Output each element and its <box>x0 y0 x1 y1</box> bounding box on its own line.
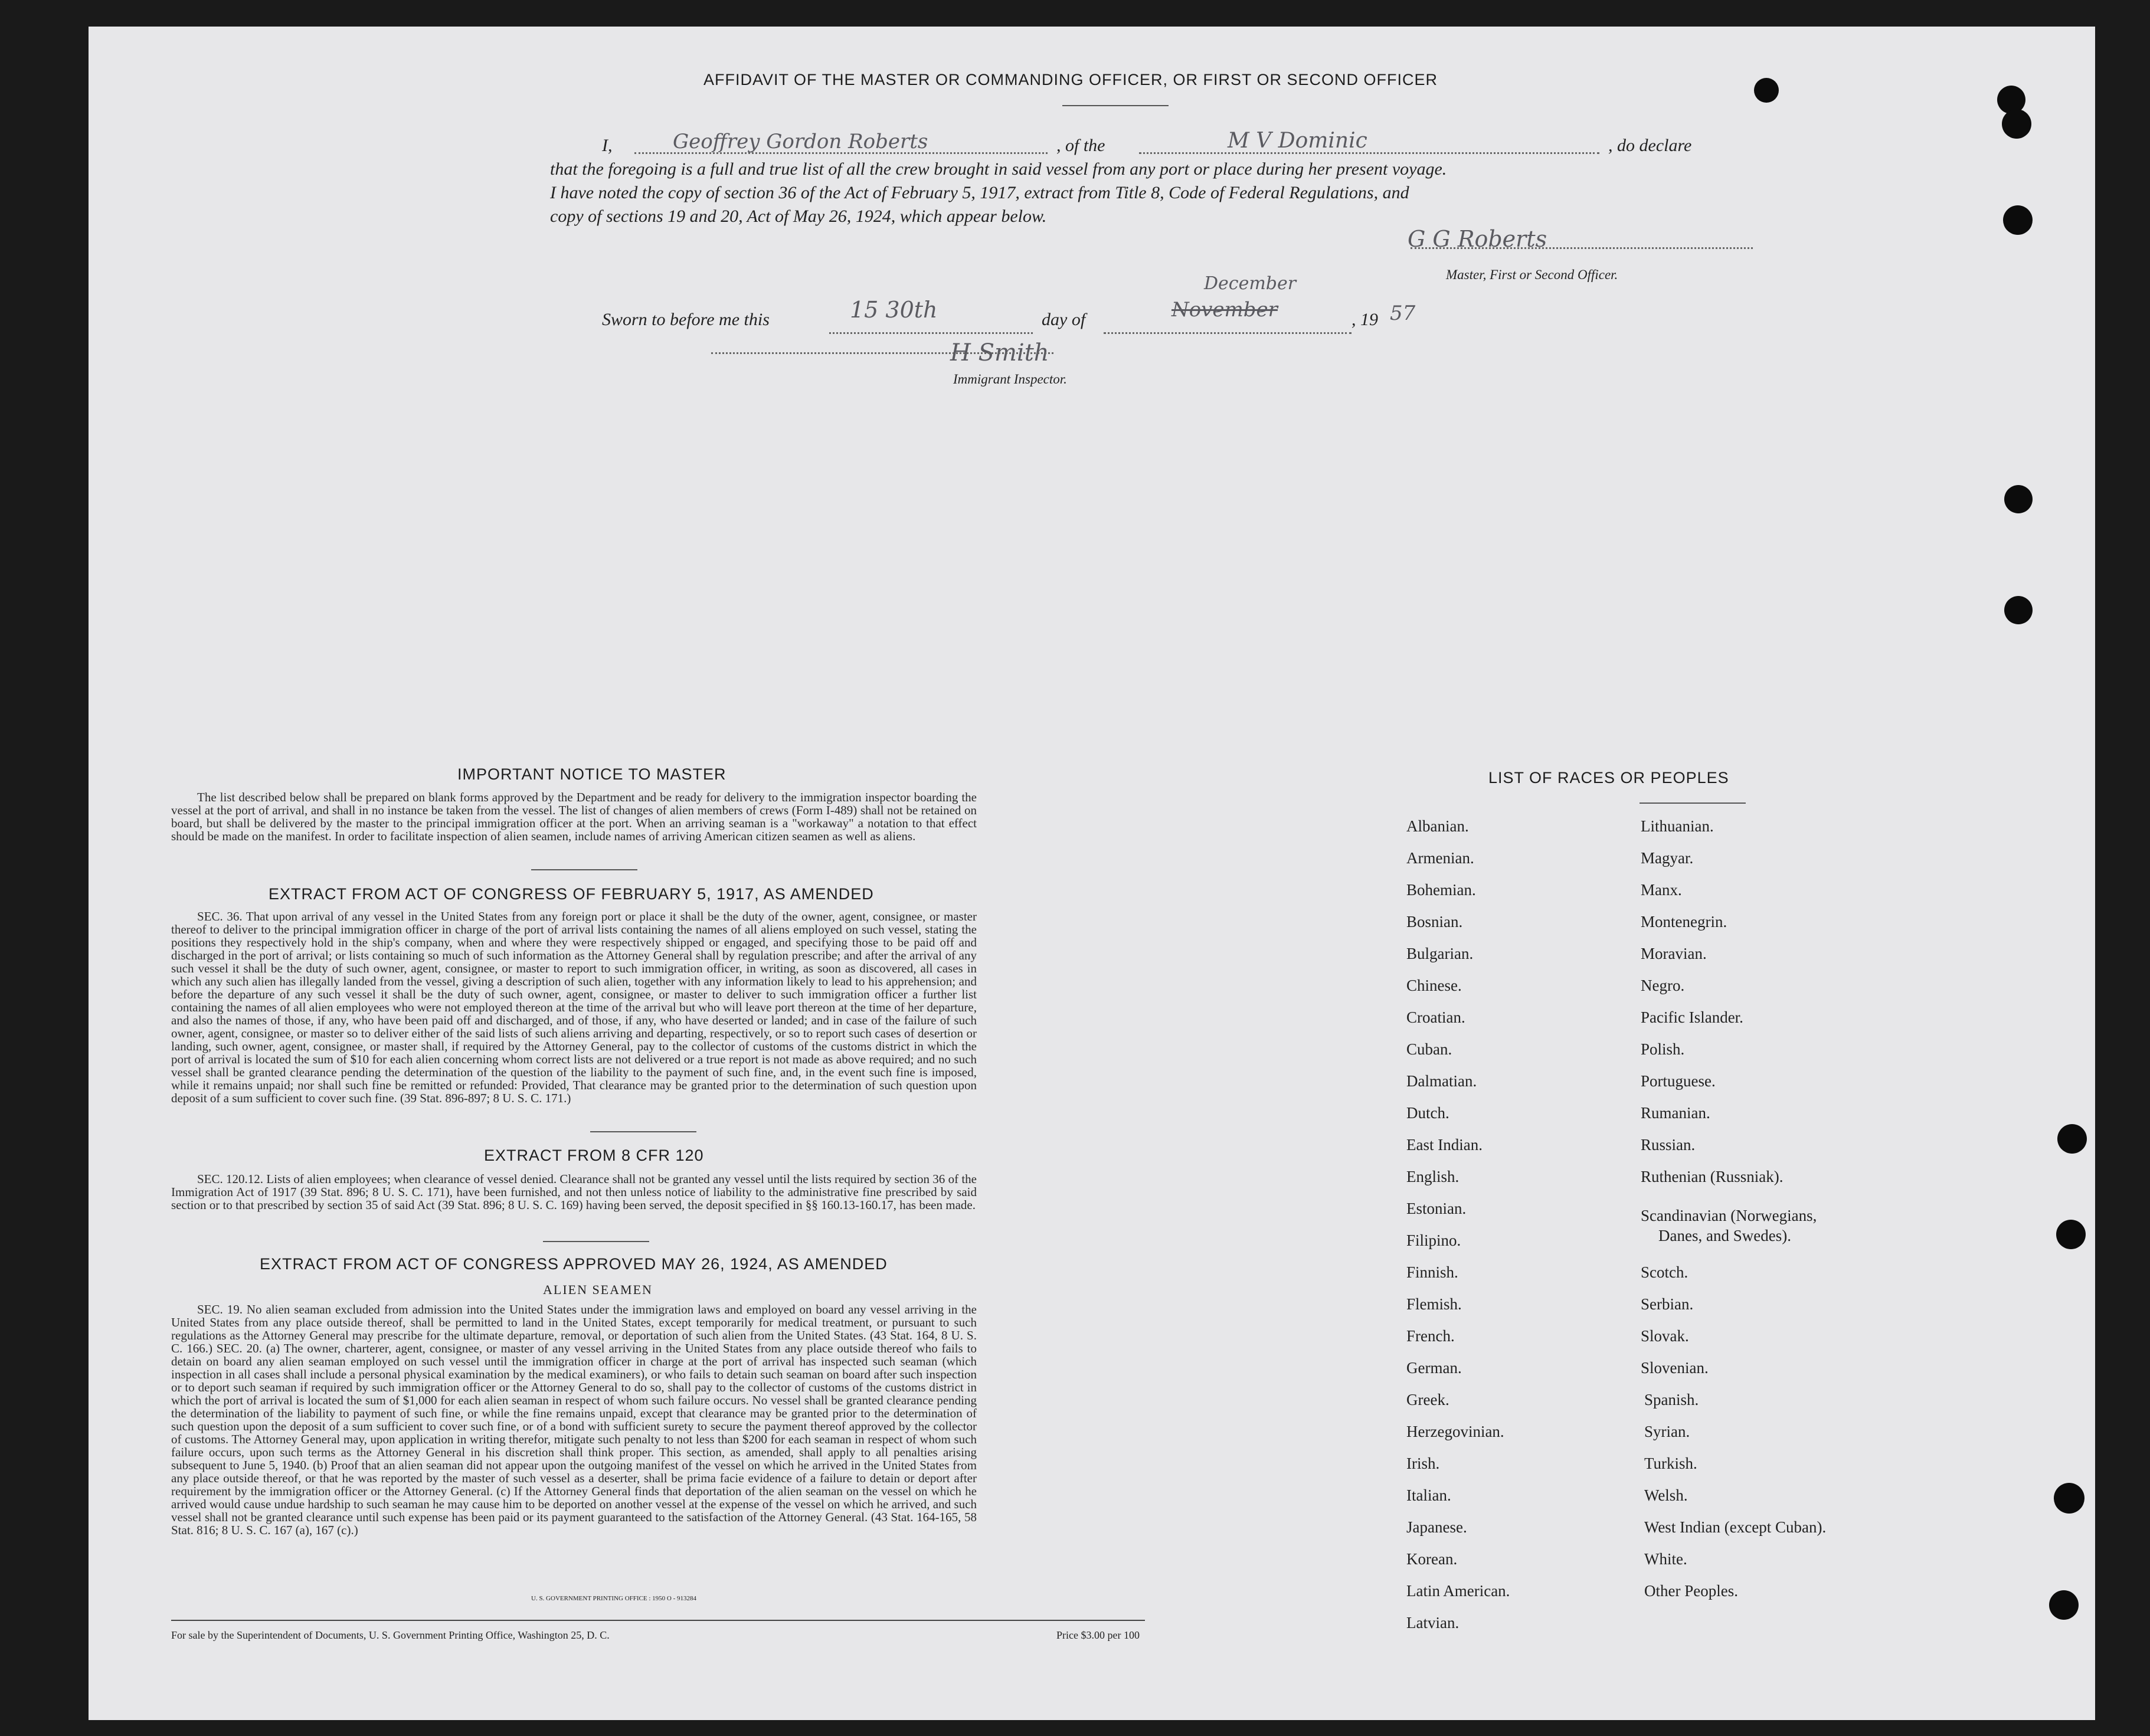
race-item: Spanish. <box>1644 1391 1699 1409</box>
race-item: Estonian. <box>1406 1200 1467 1217</box>
race-item: Ruthenian (Russniak). <box>1641 1168 1784 1185</box>
extract-1917-title: EXTRACT FROM ACT OF CONGRESS OF FEBRUARY 5, 1917, AS AMENDED <box>269 885 874 903</box>
notice-body: The list described below shall be prepared on blank forms approved by the Department and be ready for delivery to the immigration inspector boarding the vessel at the port of arrival, and shall in no instance be taken from the vessel. The list of changes of alien members of crews (Form I-489) shall not be retained on board, but shall be delivered by the master to the principal immigration officer at the port. When an arriving seaman is a "workaway" a notation to that effect should be made on the manifest. In order to facilitate inspection of alien seamen, include names of arriving American citizen seamen as well as aliens. <box>171 790 977 843</box>
race-item: Finnish. <box>1406 1263 1458 1281</box>
race-item: Korean. <box>1406 1550 1458 1568</box>
month-struck-handwritten: November <box>1171 298 1278 322</box>
title-rule <box>1062 105 1169 106</box>
month-handwritten: December <box>1204 273 1297 294</box>
race-item: Serbian. <box>1641 1295 1694 1313</box>
extract-1924-subtitle: ALIEN SEAMEN <box>543 1282 653 1297</box>
declaration-line-4: copy of sections 19 and 20, Act of May 26, 1924, which appear below. <box>550 207 1047 226</box>
race-item: Pacific Islander. <box>1641 1008 1743 1026</box>
declaration-line-2: that the foregoing is a full and true list of all the crew brought in said vessel from any port or place during her present voyage. <box>550 159 1447 179</box>
do-declare-label: , do declare <box>1608 136 1692 155</box>
affidavit-declaration <box>550 129 1771 254</box>
day-of-label: day of <box>1042 310 1086 329</box>
vessel-name-line <box>1139 136 1599 154</box>
master-signature: G G Roberts <box>1408 226 1547 252</box>
extract-1924-body: SEC. 19. No alien seaman excluded from admission into the United States under the immigration laws and employed on board any vessel arriving in the United States from any place outside thereof, shall be permitted to land in the United States, except temporarily for medical treatment, or pursuant to such regulations as the Attorney General may prescribe for the ultimate departure, removal, or deportation of such alien from the United States. (43 Stat. 164, 8 U. S. C. 166.) SEC. 20. (a) The owner, charterer, agent, consignee, or master of any vessel arriving in the United States from any place outside thereof who fails to detain on board any alien seaman employed on such vessel until the immigration officer in charge at the port of arrival has inspected such seaman (which inspection in all cases shall include a personal physical examination by the medical examiners), or who fails to detain such seaman on board after such inspection or to deport such seaman if required by such immigration officer or the Attorney General to do so, shall pay to the collector of customs of the customs district in which the port of arrival is located the sum of $1,000 for each alien seaman in respect of whom such failure occurs. No vessel shall be granted clearance pending the determination of the liability to payment of such fine, or while the fine remains unpaid, except that clearance may be granted prior to the determination of such question upon the deposit of a sum sufficient to cover such fine, or of a bond with sufficient surety to secure the payment thereof approved by the collector of customs. The Attorney General may, upon application in writing therefor, mitigate such penalty to not less than $200 for each seaman in respect of whom such failure occurs, upon such terms as the Attorney General in his discretion shall think proper. This section, as amended, shall apply to all penalties arising subsequent to June 5, 1940. (b) Proof that an alien seaman did not appear upon the outgoing manifest of the vessel on which he arrived in the United States from any place outside thereof, or that he was reported by the master of such vessel as a deserter, shall be prima facie evidence of a failure to detain or deport after requirement by the immigration officer or the Attorney General. (c) If the Attorney General finds that deportation of the alien seaman on the vessel on which he arrived would cause undue hardship to such seaman he may cause him to be deported on another vessel at the expense of the vessel on which he arrived, and such vessel shall not be granted clearance until such expense has been paid or its payment guaranteed to the satisfaction of the Attorney General. (43 Stat. 164-165, 58 Stat. 816; 8 U. S. C. 167 (a), 167 (c).) <box>171 1302 977 1537</box>
extract-1917-body: SEC. 36. That upon arrival of any vessel in the United States from any foreign port or place it shall be the duty of the owner, agent, consignee, or master thereof to deliver to the principal immigration officer in charge of the port of arrival lists containing the names of all aliens employed on such vessel, stating the positions they respectively hold in the ship's company, when and where they were respectively shipped or engaged, and specifying those to be paid off and discharged in the port of arrival; or lists containing so much of such information as the Attorney General shall by regulation prescribe; and after the arrival of any such vessel it shall be the duty of such owner, agent, consignee, or master to report to such immigration officer, in writing, as soon as discovered, all cases in which any such alien has illegally landed from the vessel, giving a description of such alien, together with any information likely to lead to his apprehension; and before the departure of any such vessel it shall be the duty of such owner, agent, consignee, or master to deliver to such immigration officer a further list containing the names of all alien employees who were not employed thereon at the time of the arrival but who will leave port thereon at the time of her departure, and also the names of those, if any, who have been paid off and discharged, and of those, if any, who have deserted or landed; and in case of the failure of such owner, agent, consignee, or master so to deliver either of the said lists of such aliens arriving and departing, respectively, or so to report such cases of desertion or landing, such owner, agent, consignee, or master shall, if required by the Attorney General, pay to the collector of customs of the customs district in which the port of arrival is located the sum of $10 for each alien concerning whom correct lists are not delivered or a true report is not made as above required; and no such vessel shall be granted clearance pending the determination of the question of the liability to the payment of such fine, and, in the event such fine is imposed, while it remains unpaid; nor shall such fine be remitted or refunded: Provided, That clearance may be granted prior to the determination of such question upon deposit of a sum sufficient to cover such fine. (39 Stat. 896-897; 8 U. S. C. 171.) <box>171 909 977 1105</box>
race-item: West Indian (except Cuban). <box>1644 1518 1827 1536</box>
footer-price: Price $3.00 per 100 <box>1056 1629 1140 1641</box>
punch-hole <box>2057 1124 2087 1154</box>
race-item: German. <box>1406 1359 1462 1377</box>
vessel-name-handwritten: M V Dominic <box>1228 129 1367 153</box>
race-item: Japanese. <box>1406 1518 1467 1536</box>
race-item: Other Peoples. <box>1644 1582 1738 1600</box>
race-item: Flemish. <box>1406 1295 1462 1313</box>
race-item: Negro. <box>1641 977 1685 994</box>
race-item: Chinese. <box>1406 977 1462 994</box>
sworn-label: Sworn to before me this <box>602 310 770 329</box>
race-item: Croatian. <box>1406 1008 1465 1026</box>
section-rule <box>543 1241 649 1242</box>
race-item: Filipino. <box>1406 1231 1461 1249</box>
race-item: Scotch. <box>1641 1263 1688 1281</box>
race-item: English. <box>1406 1168 1459 1185</box>
punch-hole <box>2003 205 2033 235</box>
race-item: French. <box>1406 1327 1455 1345</box>
affidavit-i: I, <box>602 136 613 155</box>
punch-hole <box>2002 109 2031 139</box>
race-item: Syrian. <box>1644 1423 1690 1440</box>
punch-hole <box>2054 1483 2084 1514</box>
day-handwritten: 15 30th <box>850 297 938 323</box>
inspector-signature: H Smith <box>950 339 1049 366</box>
inspector-signature-line <box>711 352 1053 354</box>
race-item: Dutch. <box>1406 1104 1449 1122</box>
year-handwritten: 57 <box>1390 302 1416 325</box>
notice-title: IMPORTANT NOTICE TO MASTER <box>457 765 727 783</box>
affidavit-title: AFFIDAVIT OF THE MASTER OR COMMANDING OFFICER, OR FIRST OR SECOND OFFICER <box>703 71 1438 89</box>
document-sheet <box>89 27 2095 1720</box>
race-item: Russian. <box>1641 1136 1696 1154</box>
extract-cfr-title: EXTRACT FROM 8 CFR 120 <box>484 1147 704 1164</box>
master-name-handwritten: Geoffrey Gordon Roberts <box>673 130 928 153</box>
race-item: Bohemian. <box>1406 881 1476 899</box>
of-the-label: , of the <box>1056 136 1105 155</box>
race-item: Lithuanian. <box>1641 817 1714 835</box>
race-item: Turkish. <box>1644 1455 1697 1472</box>
punch-hole <box>2049 1590 2079 1620</box>
year-prefix: , 19 <box>1351 310 1378 329</box>
race-item: Rumanian. <box>1641 1104 1710 1122</box>
race-item: Montenegrin. <box>1641 913 1727 931</box>
race-item: Bosnian. <box>1406 913 1463 931</box>
race-item: White. <box>1644 1550 1687 1568</box>
race-item: Irish. <box>1406 1455 1440 1472</box>
race-item: Moravian. <box>1641 945 1707 962</box>
footer-sale-text: For sale by the Superintendent of Documents, U. S. Government Printing Office, Washington 25, D. C. <box>171 1629 610 1641</box>
race-item: Dalmatian. <box>1406 1072 1477 1090</box>
race-item: Greek. <box>1406 1391 1449 1409</box>
punch-hole <box>2056 1220 2086 1249</box>
race-item: Latvian. <box>1406 1614 1459 1632</box>
race-item: Danes, and Swedes). <box>1658 1227 1791 1244</box>
section-rule <box>531 869 637 870</box>
race-item: Albanian. <box>1406 817 1469 835</box>
race-item: Cuban. <box>1406 1040 1452 1058</box>
race-item: Italian. <box>1406 1486 1451 1504</box>
extract-cfr-body: SEC. 120.12. Lists of alien employees; when clearance of vessel denied. Clearance shall not be granted any vessel until the lists required by section 36 of the Immigration Act of 1917 (39 Stat. 896; 8 U. S. C. 171), have been furnished, and not then unless notice of liability to the administrative fine prescribed by said section or to that prescribed by section 35 of said Act (39 Stat. 896; 8 U. S. C. 169) having been served, the deposit specified in §§ 160.13-160.17, has been made. <box>171 1172 977 1212</box>
master-caption: Master, First or Second Officer. <box>1446 267 1618 282</box>
race-item: Herzegovinian. <box>1406 1423 1504 1440</box>
extract-1924-title: EXTRACT FROM ACT OF CONGRESS APPROVED MAY 26, 1924, AS AMENDED <box>260 1255 888 1273</box>
punch-hole <box>2004 596 2033 624</box>
race-item: Polish. <box>1641 1040 1685 1058</box>
race-item: Slovak. <box>1641 1327 1689 1345</box>
master-signature-line <box>1411 247 1753 249</box>
race-item: Manx. <box>1641 881 1682 899</box>
race-item: Bulgarian. <box>1406 945 1474 962</box>
race-item: East Indian. <box>1406 1136 1483 1154</box>
race-item: Magyar. <box>1641 849 1694 867</box>
section-rule <box>590 1131 696 1132</box>
printing-office-line: U. S. GOVERNMENT PRINTING OFFICE : 1950 O - 913284 <box>531 1595 697 1602</box>
race-item: Slovenian. <box>1641 1359 1709 1377</box>
declaration-line-3: I have noted the copy of section 36 of the Act of February 5, 1917, extract from Title 8, Code of Federal Regulations, and <box>550 183 1409 202</box>
race-item: Welsh. <box>1644 1486 1688 1504</box>
race-item: Portuguese. <box>1641 1072 1716 1090</box>
footer-rule <box>171 1620 1145 1621</box>
inspector-caption: Immigrant Inspector. <box>953 372 1067 386</box>
punch-hole <box>2004 485 2033 513</box>
race-item: Scandinavian (Norwegians, <box>1641 1207 1817 1224</box>
races-title: LIST OF RACES OR PEOPLES <box>1488 769 1729 787</box>
race-item: Latin American. <box>1406 1582 1510 1600</box>
race-item: Armenian. <box>1406 849 1474 867</box>
punch-hole <box>1754 78 1779 103</box>
races-title-rule <box>1640 803 1746 804</box>
